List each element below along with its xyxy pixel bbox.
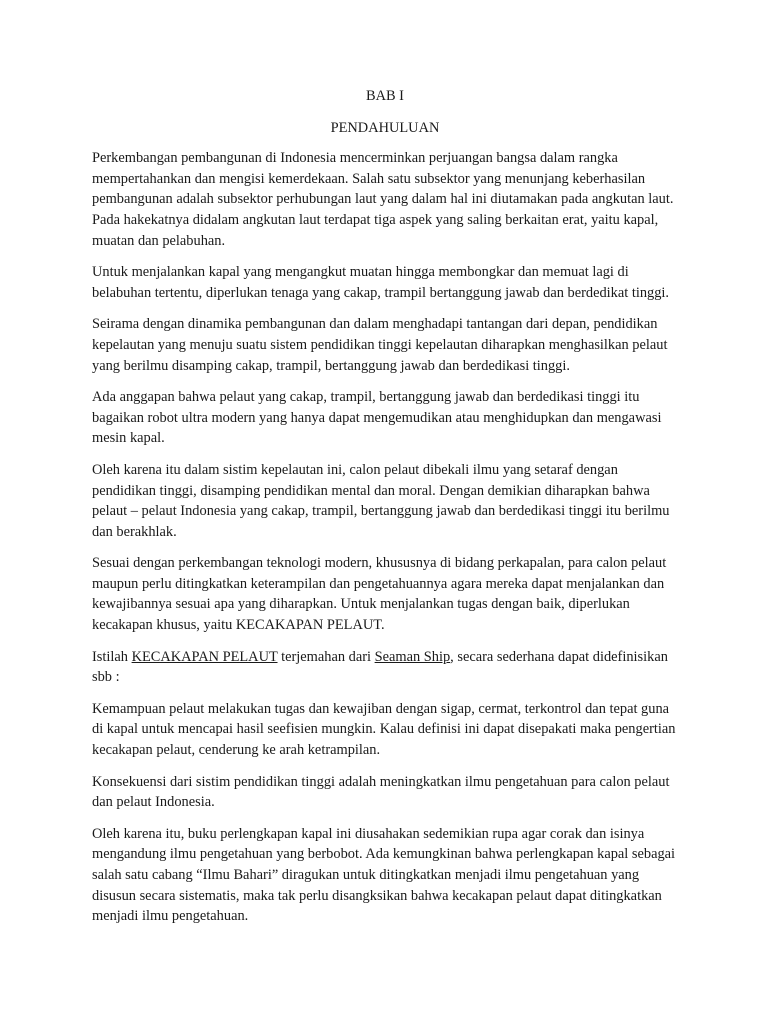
paragraph-2: Untuk menjalankan kapal yang mengangkut muatan hingga membongkar dan memuat lagi di belabuhan tertentu, diperlukan tenaga yang cakap, trampil bertanggung jawab dan berdedikat tinggi. <box>92 264 670 301</box>
term-kecakapan-pelaut: KECAKAPAN PELAUT <box>131 648 278 665</box>
definition-middle: terjemahan dari <box>277 648 375 665</box>
document-page <box>92 86 678 938</box>
paragraph-3: Seirama dengan dinamika pembangunan dan dalam menghadapi tantangan dari depan, pendidikan kepelautan yang menuju suatu sistem pendidikan tinggi kepelautan diharapkan menghasilkan pelaut yang berilmu disamping cakap, trampil, bertanggung jawab dan berdedikasi tinggi. <box>92 316 668 374</box>
definition-suffix: , secara sederhana dapat didefinisikan sbb : <box>92 648 668 686</box>
paragraph-9: Konsekuensi dari sistim pendidikan tinggi adalah meningkatkan ilmu pengetahuan para calon pelaut dan pelaut Indonesia. <box>92 773 670 811</box>
chapter-title: PENDAHULUAN <box>330 119 440 136</box>
definition-paragraph <box>92 647 678 688</box>
paragraph-5: Oleh karena itu dalam sistim kepelautan ini, calon pelaut dibekali ilmu yang setaraf dengan pendidikan tinggi, disamping pendidikan mental dan moral. Dengan demikian diharapkan bahwa pelaut – pelaut Indonesia yang cakap, trampil, bertanggung jawab dan berdedikasi tinggi itu berilmu dan berakhlak. <box>92 461 670 540</box>
paragraph-8: Kemampuan pelaut melakukan tugas dan kewajiban dengan sigap, cermat, terkontrol dan tepat guna di kapal untuk mencapai hasil seefisien mungkin. Kalau definisi ini dapat disepakati maka pengertian kecakapan pelaut, cenderung ke arah ketrampilan. <box>92 700 676 759</box>
paragraph-6: Sesuai dengan perkembangan teknologi modern, khususnya di bidang perkapalan, para calon pelaut maupun perlu ditingkatkan keterampilan dan pengetahuannya agara mereka dapat menjalankan dan kewajibannya sesuai apa yang diharapkan. Untuk menjalankan tugas dengan baik, diperlukan kecakapan khusus, yaitu KECAKAPAN PELAUT. <box>92 555 667 634</box>
term-seaman-ship: Seaman Ship <box>374 648 451 665</box>
chapter-heading: BAB I <box>366 88 404 104</box>
paragraph-10: Oleh karena itu, buku perlengkapan kapal ini diusahakan sedemikian rupa agar corak dan isinya mengandung ilmu pengetahuan yang berbobot. Ada kemungkinan bahwa perlengkapan kapal sebagai salah satu cabang “Ilmu Bahari” diragukan untuk ditingkatkan menjadi ilmu pengetahuan yang disusun secara sistematis, maka tak perlu disangksikan bahwa kecakapan pelaut dapat ditingkatkan menjadi ilmu pengetahuan. <box>92 825 676 925</box>
paragraph-1: Perkembangan pembangunan di Indonesia mencerminkan perjuangan bangsa dalam rangka mempertahankan dan mengisi kemerdekaan. Salah satu subsektor yang menunjang keberhasilan pembangunan adalah subsektor perhubungan laut yang dalam hal ini diutamakan pada angkutan laut. Pada hakekatnya didalam angkutan laut terdapat tiga aspek yang saling berkaitan erat, yaitu kapal, muatan dan pelabuhan. <box>92 150 674 249</box>
paragraph-4: Ada anggapan bahwa pelaut yang cakap, trampil, bertanggung jawab dan berdedikasi tinggi itu bagaikan robot ultra modern yang hanya dapat mengemudikan atau menghidupkan dan mengawasi mesin kapal. <box>92 389 662 447</box>
definition-prefix: Istilah <box>92 648 132 665</box>
